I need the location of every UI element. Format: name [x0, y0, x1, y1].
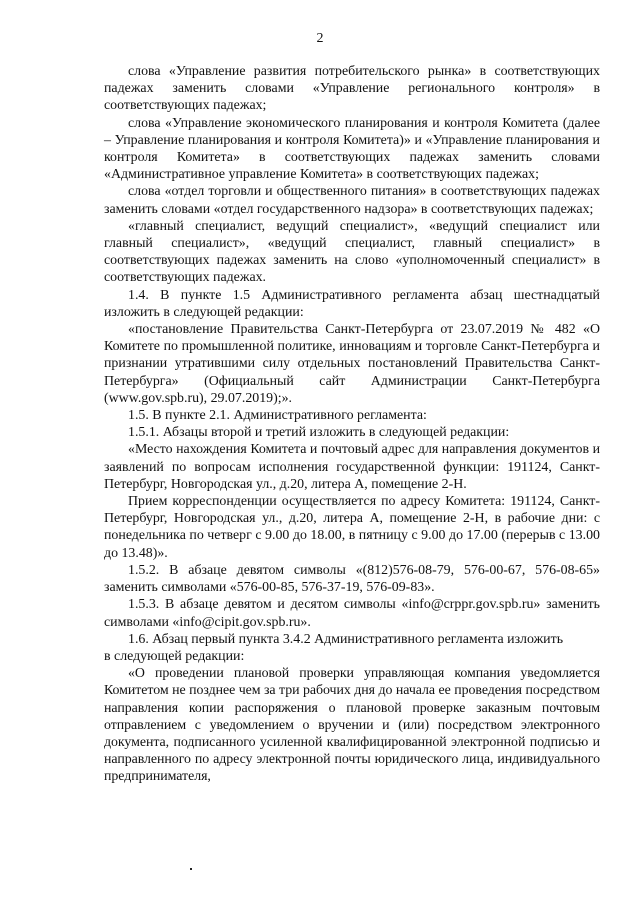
paragraph: 1.4. В пункте 1.5 Административного регламента абзац шестнадцатый изложить в следующей редакции: [104, 287, 600, 320]
paragraph: «О проведении плановой проверки управляющая компания уведомляется Комитетом не позднее чем за три рабочих дня до начала ее проведения посредством направления копии распоряжения о плановой проверке заказным почтовым отправлением с уведомлением о вручении и (или) посредством электронного документа, подписанного усиленной квалифицированной электронной подписью и направленного по адресу электронной почты юридического лица, индивидуального предпринимателя, [104, 666, 600, 785]
scan-speck [190, 868, 192, 870]
paragraph: «главный специалист, ведущий специалист», «ведущий специалист или главный специалист», «ведущий специалист, главный специалист» в соответствующих падежах заменить на слово «уполномоченный специалист» в соответствующих падежах. [104, 218, 600, 286]
document-body [104, 63, 600, 786]
paragraph: 1.6. Абзац первый пункта 3.4.2 Административного регламента изложить [128, 631, 564, 647]
paragraph: в следующей редакции: [104, 648, 245, 664]
paragraph: 1.5.2. В абзаце девятом символы «(812)576-08-79, 576-00-67, 576-08-65» заменить символами «576-00-85, 576-37-19, 576-09-83». [104, 562, 600, 596]
paragraph: слова «Управление экономического планирования и контроля Комитета (далее – Управление планирования и контроля Комитета)» и «Управление планирования и контроля Комитета» в соответствующих падежах заменить словами «Административное управление Комитета» в соответствующих падежах; [104, 115, 600, 183]
paragraph: «Место нахождения Комитета и почтовый адрес для направления документов и заявлений по вопросам исполнения государственной функции: 191124, Санкт-Петербург, Новгородская ул., д.20, литера А, помещение 2-Н. [104, 442, 600, 492]
paragraph: слова «отдел торговли и общественного питания» в соответствующих падежах заменить словами «отдел государственного надзора» в соответствующих падежах; [104, 184, 600, 217]
paragraph: Прием корреспонденции осуществляется по адресу Комитета: 191124, Санкт-Петербург, Новгородская ул., д.20, литера А, помещение 2-Н, в рабочие дни: с понедельника по четверг с 9.00 до 18.00, в пятницу с 9.00 до 17.00 (перерыв с 13.00 до 13.48)». [104, 494, 600, 561]
paragraph: слова «Управление развития потребительского рынка» в соответствующих падежах заменить словами «Управление регионального контроля» в соответствующих падежах; [104, 64, 600, 114]
paragraph: 1.5. В пункте 2.1. Административного регламента: [128, 408, 427, 424]
paragraph: 1.5.3. В абзаце девятом и десятом символы «info@crppr.gov.spb.ru» заменить символами «info@cipit.gov.spb.ru». [104, 597, 600, 630]
paragraph: «постановление Правительства Санкт-Петербурга от 23.07.2019 № 482 «О Комитете по промышленной политике, инновациям и торговле Санкт-Петербурга и признании утратившими силу отдельных постановлений Правительства Санкт-Петербурга» (Официальный сайт Администрации Санкт-Петербурга (www.gov.spb.ru), 29.07.2019);». [104, 322, 600, 406]
paragraph: 1.5.1. Абзацы второй и третий изложить в следующей редакции: [128, 425, 510, 441]
page-number: 2 [316, 31, 324, 46]
